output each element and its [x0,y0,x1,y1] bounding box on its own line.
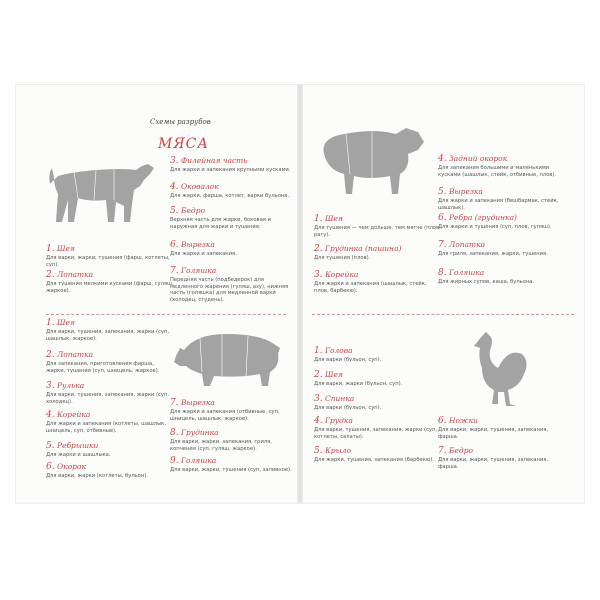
sheep-diagram-icon [314,124,430,200]
pork-item: 2. Лопатка Для запекания, приготовления фарша, жарки, тушения (суп, шницель, жаркое). [46,350,160,374]
chicken-item: 4. Грудка Для варки, тушения, запекания, жарки (суп, котлеты, салаты). [314,416,437,440]
pork-item: 6. Окорок Для варки, жарки (котлеты, бульон). [46,462,148,479]
beef-item: 3. Филейная часть Для жарки и запекания крупными кусками. [170,156,291,173]
lamb-item: 8. Голяшка Для жирных супов, каша, бульона. [438,268,535,285]
chicken-item: 3. Спинка Для варки (бульон, суп). [314,394,382,411]
lamb-item: 3. Корейка Для жарки и запекания (шашлык, стейк, плов, барбекю). [314,270,427,294]
pork-item: 7. Вырезка Для жарки и запекания (отбивные, суп, шницель, шашлык, жаркое). [170,398,280,422]
section-header: Схемы разрубов [150,118,211,126]
chicken-item: 5. Крыло Для жарки, тушения, запекания (барбекю). [314,446,434,463]
page-title: МЯСА [158,136,209,152]
beef-item: 5. Бедро Верхняя часть для жарки, боковая и наружная для жарки и тушения. [170,206,271,230]
pork-item: 5. Ребрышки Для жарки и шашлыка. [46,441,111,458]
cow-diagram-icon [44,150,160,230]
pork-item: 8. Грудинка Для варки, жарки, запекания, гриля, копчения (суп, гуляш, жаркое). [170,428,272,452]
section-divider [312,314,574,315]
pork-item: 9. Голяшка Для варки, жарки, тушения (суп, заливное). [170,456,292,473]
chicken-item: 2. Шея Для варки, жарки (бульон, суп). [314,370,403,387]
pig-diagram-icon [170,322,290,392]
lamb-item: 1. Шея Для тушения — чем дольше, тем мягче (плов, рагу). [314,214,441,238]
section-divider [46,314,286,315]
beef-item: 2. Лопатка Для тушения мелкими кусками (фарш, гуляш, жаркое). [46,270,174,294]
lamb-item: 5. Вырезка Для жарки и запекания (бешбармак, стейк, шашлык). [438,187,559,211]
pork-item: 1. Шея Для варки, тушения, запекания, жарки (суп, шашлык, жаркое). [46,318,169,342]
pork-item: 3. Рулька Для варки, тушения, запекания, жарки (суп, холодец). [46,381,169,405]
chicken-item: 1. Голова Для варки (бульон, суп). [314,346,382,363]
beef-item: 6. Вырезка Для жарки и запекания. [170,240,237,257]
chicken-item: 7. Бедро Для варки, жарки, тушения, запекания, фарша. [438,446,548,470]
chicken-diagram-icon [468,328,534,412]
pork-item: 4. Корейка Для жарки и запекания (котлеты, шашлык, шницель, суп, отбивные). [46,410,166,434]
beef-item: 4. Оковалок Для жарки, фарша, котлет, варки бульона. [170,182,290,199]
lamb-item: 2. Грудинка (пашина) Для тушения (плов). [314,244,402,261]
beef-item: 1. Шея Для варки, жарки, тушения (фарш, котлеты, суп). [46,244,170,268]
lamb-item: 4. Задний окорок Для запекания большими и маленькими кусками (шашлык, стейк, отбивные, плов). [438,154,557,178]
lamb-item: 7. Лопатка Для гриля, запекания, жарки, тушения. [438,240,548,257]
chicken-item: 6. Ножки Для варки, жарки, тушения, запекания, фарша. [438,416,548,440]
lamb-item: 6. Ребра (грудинка) Для жарки и тушения (суп, плов, гуляш). [438,213,552,230]
beef-item: 7. Голяшка Передняя часть (подбедерок) для медленного жарения (гуляш, азу), нижняя часть (голяшка) для медленной варки (холодец, студень). [170,266,289,303]
